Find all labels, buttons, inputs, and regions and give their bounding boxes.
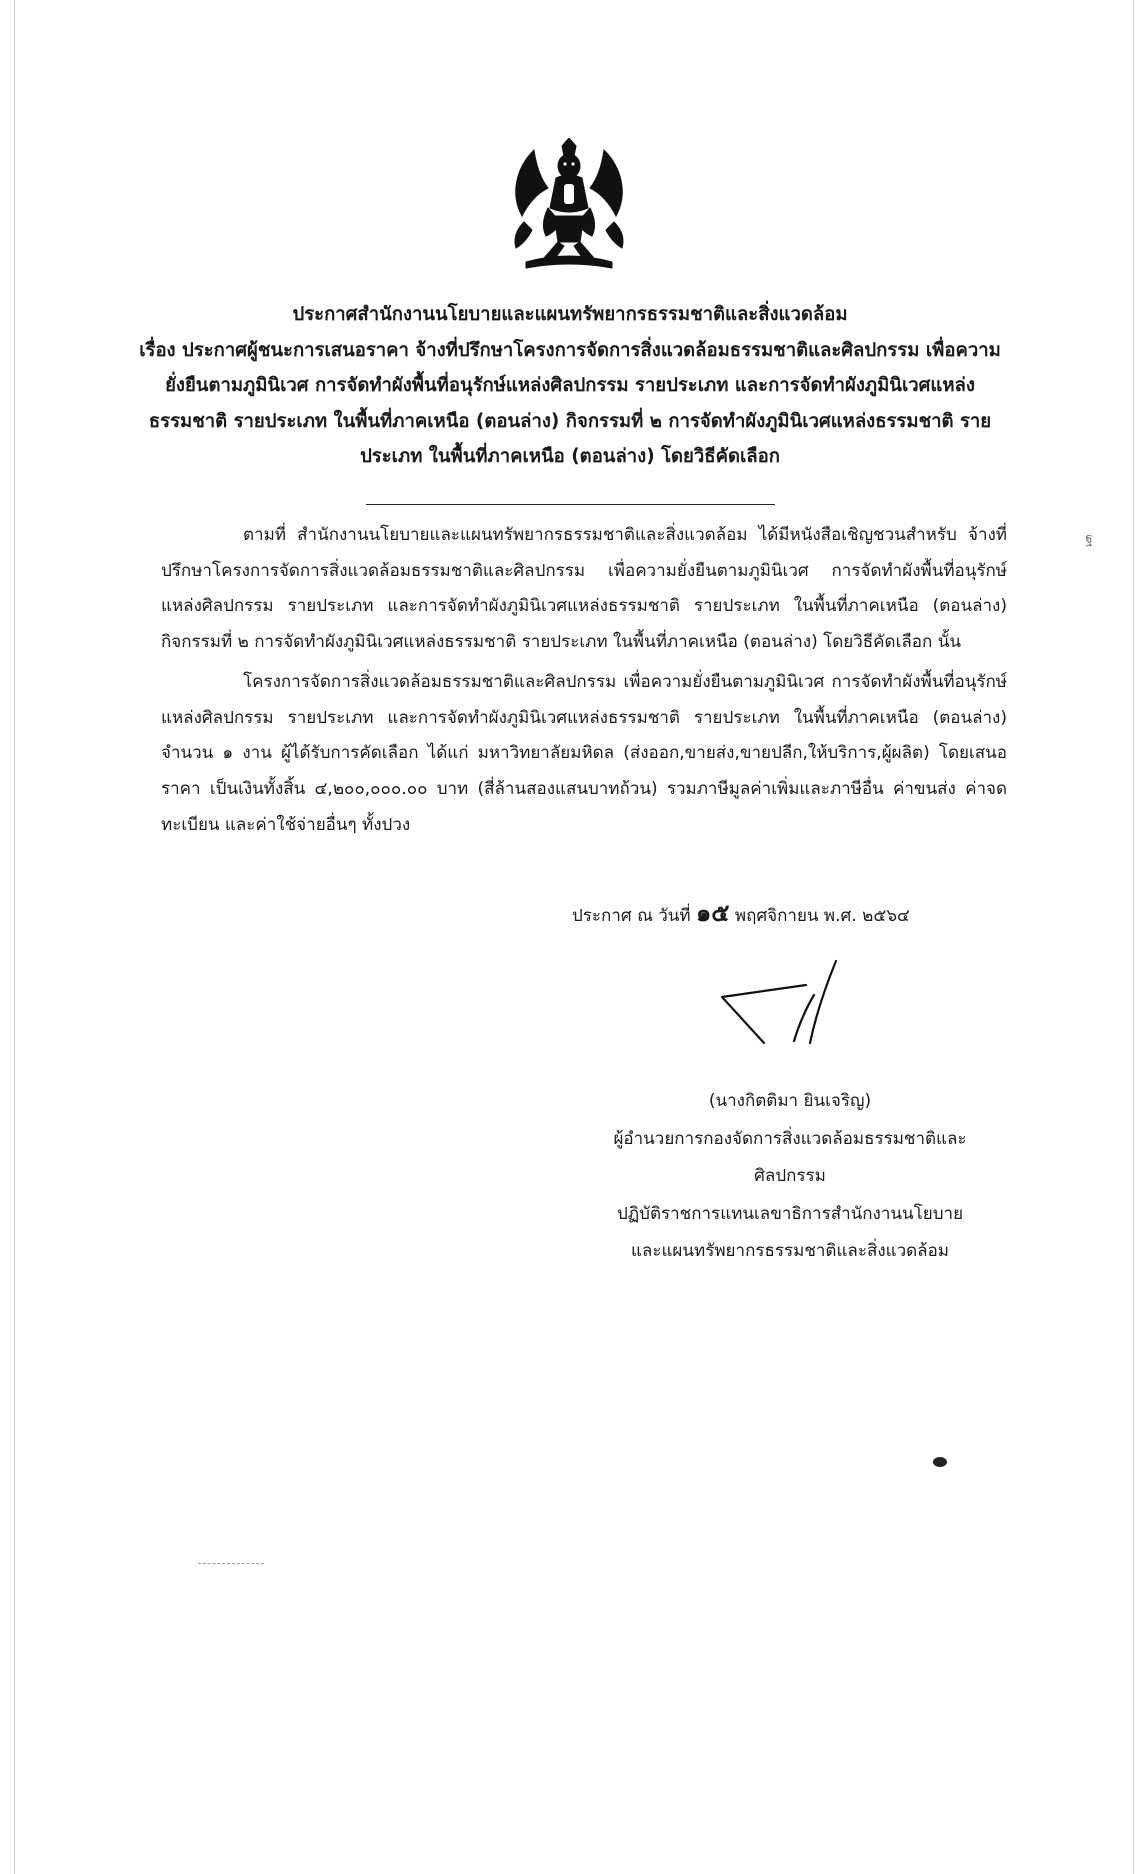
signer-position-line-4: และแผนทรัพยากรธรรมชาติและสิ่งแวดล้อม — [630, 1241, 950, 1261]
body-paragraph-1: ตามที่ สำนักงานนโยบายและแผนทรัพยากรธรรมชาติและสิ่งแวดล้อม ได้มีหนังสือเชิญชวนสำหรับ จ้างที่ปรึกษาโครงการจัดการสิ่งแวดล้อมธรรมชาติและศิลปกรรม เพื่อความยั่งยืนตามภูมินิเวศ การจัดทำผังพื้นที่อนุรักษ์แหล่งศิลปกรรม รายประเภท และการจัดทำผังภูมินิเวศแหล่งธรรมชาติ รายประเภท ในพื้นที่ภาคเหนือ (ตอนล่าง) กิจกรรมที่ ๒ การจัดทำผังภูมินิเวศแหล่งธรรมชาติ รายประเภท ในพื้นที่ภาคเหนือ (ตอนล่าง) โดยวิธีคัดเลือก นั้น — [161, 525, 1007, 653]
title-line-2: เรื่อง ประกาศผู้ชนะการเสนอราคา จ้างที่ปรึกษาโครงการจัดการสิ่งแวดล้อมธรรมชาติและศิลปกรรม เพื่อความ — [139, 339, 1001, 361]
garuda-emblem-icon — [496, 138, 642, 276]
margin-mark: ฐ — [1085, 531, 1093, 547]
signer-name: (นางกิตติมา ยินเจริญ) — [708, 1091, 872, 1111]
date-prefix: ประกาศ ณ วันที่ — [572, 906, 691, 926]
signature-block — [600, 1083, 980, 1271]
scan-dots — [198, 1563, 264, 1564]
title-line-5: ประเภท ในพื้นที่ภาคเหนือ (ตอนล่าง) โดยวิธีคัดเลือก — [360, 446, 780, 467]
title-divider — [366, 504, 775, 505]
title-line-3: ยั่งยืนตามภูมินิเวศ การจัดทำผังพื้นที่อนุรักษ์แหล่งศิลปกรรม รายประเภท และการจัดทำผังภูมินิเวศแหล่ง — [165, 375, 975, 396]
ink-smudge — [933, 1457, 947, 1467]
title-line-1: ประกาศสำนักงานนโยบายและแผนทรัพยากรธรรมชาติและสิ่งแวดล้อม — [292, 304, 848, 325]
announcement-date — [572, 893, 910, 932]
scan-edge-left — [14, 0, 15, 1874]
scan-edge-right — [1133, 0, 1134, 1874]
date-month-year: พฤศจิกายน พ.ศ. ๒๕๖๔ — [734, 906, 910, 926]
title-line-4: ธรรมชาติ รายประเภท ในพื้นที่ภาคเหนือ (ตอนล่าง) กิจกรรมที่ ๒ การจัดทำผังภูมินิเวศแหล่งธรรมชาติ ราย — [148, 410, 992, 432]
signer-position-line-3: ปฏิบัติราชการแทนเลขาธิการสำนักงานนโยบาย — [616, 1203, 964, 1224]
body-paragraph-2: โครงการจัดการสิ่งแวดล้อมธรรมชาติและศิลปกรรม เพื่อความยั่งยืนตามภูมินิเวศ การจัดทำผังพื้นที่อนุรักษ์แหล่งศิลปกรรม รายประเภท และการจัดทำผังภูมินิเวศแหล่งธรรมชาติ รายประเภท ในพื้นที่ภาคเหนือ (ตอนล่าง) จำนวน ๑ งาน ผู้ได้รับการคัดเลือก ได้แก่ มหาวิทยาลัยมหิดล (ส่งออก,ขายส่ง,ขายปลีก,ให้บริการ,ผู้ผลิต) โดยเสนอราคา เป็นเงินทั้งสิ้น ๔,๒๐๐,๐๐๐.๐๐ บาท (สี่ล้านสองแสนบาทถ้วน) รวมภาษีมูลค่าเพิ่มและภาษีอื่น ค่าขนส่ง ค่าจดทะเบียน และค่าใช้จ่ายอื่นๆ ทั้งปวง — [161, 671, 1007, 835]
signer-position-line-1: ผู้อำนวยการกองจัดการสิ่งแวดล้อมธรรมชาติและ — [613, 1128, 967, 1149]
announcement-body — [161, 518, 1007, 847]
announcement-title — [130, 297, 1010, 475]
handwritten-signature — [718, 955, 868, 1055]
date-day: ๑๕ — [696, 899, 730, 927]
signer-position-line-2: ศิลปกรรม — [754, 1166, 826, 1186]
